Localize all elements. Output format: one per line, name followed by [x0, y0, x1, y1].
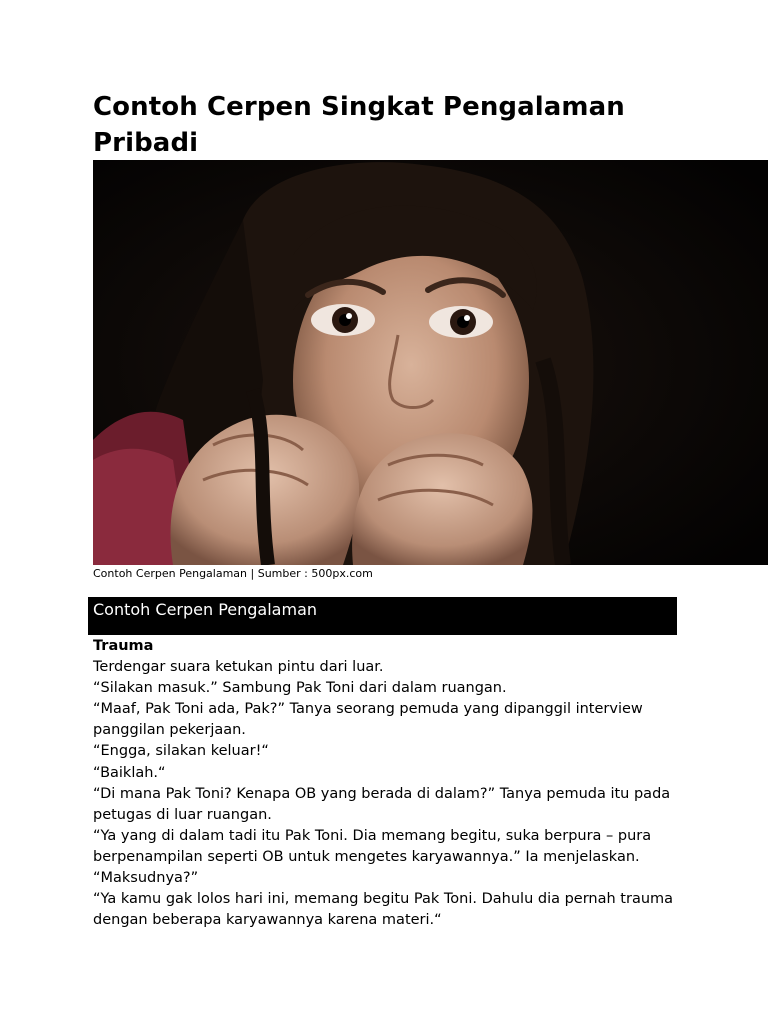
story-paragraph: “Engga, silakan keluar!“ — [93, 743, 269, 760]
story-paragraph: “Maaf, Pak Toni ada, Pak?” Tanya seorang pemuda yang dipanggil interview panggilan pekerjaan. — [93, 701, 643, 739]
article-title: Contoh Cerpen Singkat Pengalaman Pribadi — [93, 92, 625, 158]
story-title: Trauma — [93, 638, 154, 654]
frightened-girl-illustration — [93, 160, 768, 565]
story-paragraph: “Silakan masuk.” Sambung Pak Toni dari dalam ruangan. — [93, 680, 507, 697]
story-paragraph: “Di mana Pak Toni? Kenapa OB yang berada di dalam?” Tanya pemuda itu pada petugas di luar ruangan. — [93, 785, 671, 823]
article-photo — [93, 160, 768, 565]
story-paragraph: Terdengar suara ketukan pintu dari luar. — [93, 659, 384, 676]
story-paragraph: “Ya yang di dalam tadi itu Pak Toni. Dia memang begitu, suka berpura – pura berpenampilan seperti OB untuk mengetes karyawannya.” Ia menjelaskan. — [93, 827, 652, 865]
image-caption: Contoh Cerpen Pengalaman | Sumber : 500px.com — [93, 567, 373, 580]
story-paragraph: “Baiklah.“ — [93, 764, 166, 781]
story-paragraph: “Maksudnya?” — [93, 870, 199, 887]
story-body — [93, 636, 683, 931]
section-heading: Contoh Cerpen Pengalaman — [93, 600, 318, 619]
story-paragraph: “Ya kamu gak lolos hari ini, memang begitu Pak Toni. Dahulu dia pernah trauma dengan beberapa karyawannya karena materi.“ — [93, 891, 674, 929]
section-heading-bar — [88, 597, 677, 635]
